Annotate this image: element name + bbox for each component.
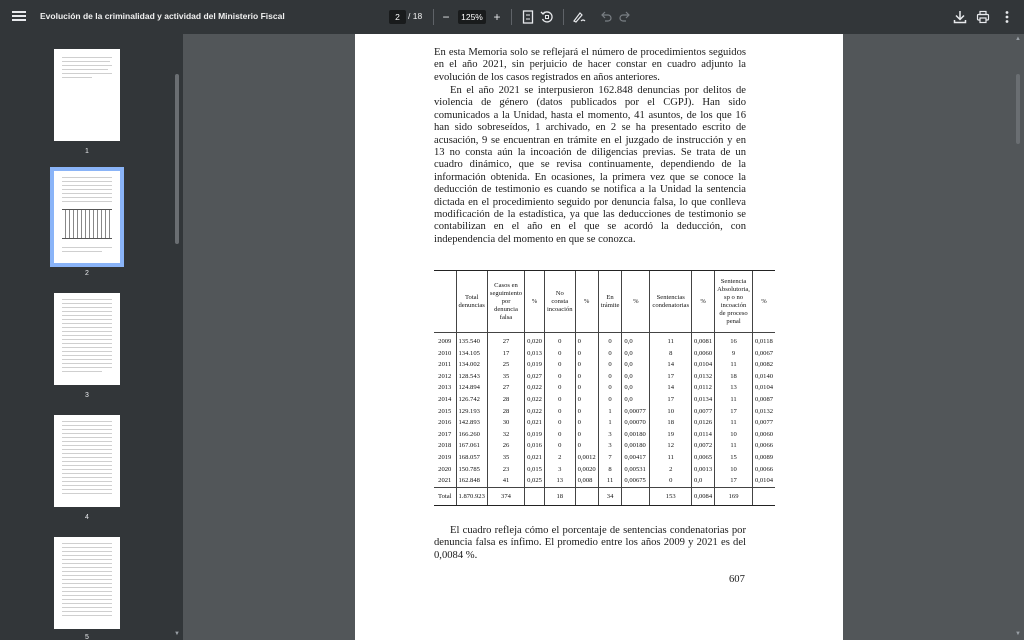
- thumbnail-label: 4: [85, 514, 89, 521]
- table-cell: 0,0087: [752, 394, 775, 406]
- table-header: %: [752, 271, 775, 333]
- table-cell: 2015: [438, 407, 452, 415]
- table-cell: 0,0060: [692, 348, 715, 360]
- thumbnail-label: 3: [85, 392, 89, 399]
- table-cell: 9: [715, 348, 753, 360]
- more-options-icon[interactable]: [998, 8, 1016, 26]
- table-cell: 0,0104: [692, 359, 715, 371]
- document-viewport: [183, 34, 1024, 640]
- table-cell: 169: [715, 487, 753, 505]
- table-row: [434, 464, 775, 476]
- table-cell: 0,0077: [692, 406, 715, 418]
- table-cell: 0,0: [692, 475, 715, 487]
- table-cell: 0,0: [622, 359, 650, 371]
- table-row: [434, 333, 775, 348]
- table-cell: 0: [575, 382, 598, 394]
- table-cell: 0,0134: [692, 394, 715, 406]
- table-cell: 0: [544, 394, 575, 406]
- table-cell: 17: [487, 348, 524, 360]
- table-cell: 14: [650, 382, 692, 394]
- table-cell: 35: [487, 371, 524, 383]
- table-cell: 0,0: [622, 348, 650, 360]
- table-cell: 0: [575, 348, 598, 360]
- table-cell: 11: [715, 440, 753, 452]
- table-cell: 27: [487, 333, 524, 348]
- table-cell: 34: [598, 487, 622, 505]
- redo-icon[interactable]: [616, 8, 634, 26]
- rotate-icon[interactable]: [538, 8, 556, 26]
- table-cell: 8: [650, 348, 692, 360]
- table-cell: 0,022: [525, 394, 545, 406]
- table-cell: 0,0140: [752, 371, 775, 383]
- table-cell: 0: [575, 440, 598, 452]
- table-cell: 23: [487, 464, 524, 476]
- table-row: [434, 417, 775, 429]
- table-cell: 124.894: [456, 382, 487, 394]
- thumbnail-page-2[interactable]: [54, 171, 120, 263]
- table-cell: 28: [487, 394, 524, 406]
- table-cell: 13: [715, 382, 753, 394]
- table-cell: 150.785: [456, 464, 487, 476]
- table-cell: 0,0104: [752, 382, 775, 394]
- table-cell: 19: [650, 429, 692, 441]
- thumbnail-label: 1: [85, 148, 89, 155]
- thumbnail-page-5[interactable]: [54, 537, 120, 629]
- table-cell: 0,0081: [692, 333, 715, 348]
- table-total-row: [434, 487, 775, 505]
- table-cell: 7: [598, 452, 622, 464]
- table-header: En trámite: [598, 271, 622, 333]
- table-cell: 17: [715, 475, 753, 487]
- table-cell: 0: [575, 429, 598, 441]
- table-row: [434, 406, 775, 418]
- pdf-page: [355, 34, 843, 640]
- table-cell: 0,0132: [692, 371, 715, 383]
- table-cell: 0,0: [622, 333, 650, 348]
- page-total: / 18: [408, 11, 423, 21]
- table-cell: 153: [650, 487, 692, 505]
- scroll-up-icon[interactable]: ▲: [1015, 36, 1021, 42]
- table-cell: 0,020: [525, 333, 545, 348]
- table-cell: 0,00675: [622, 475, 650, 487]
- table-cell: 0: [544, 333, 575, 348]
- main-scrollbar[interactable]: [1016, 74, 1020, 144]
- table-cell: 17: [650, 394, 692, 406]
- table-cell: 0: [598, 394, 622, 406]
- table-cell: 11: [715, 359, 753, 371]
- annotate-icon[interactable]: [570, 8, 588, 26]
- table-cell: 0,0: [622, 394, 650, 406]
- table-cell: 0,013: [525, 348, 545, 360]
- print-icon[interactable]: [974, 8, 992, 26]
- thumbnail-sidebar: [0, 34, 183, 640]
- table-cell: 32: [487, 429, 524, 441]
- table-cell: 126.742: [456, 394, 487, 406]
- table-cell: 2016: [438, 419, 452, 427]
- table-cell: [575, 487, 598, 505]
- table-cell: 15: [715, 452, 753, 464]
- table-header: %: [575, 271, 598, 333]
- table-cell: 0,00070: [622, 417, 650, 429]
- table-cell: 18: [650, 417, 692, 429]
- table-cell: [622, 487, 650, 505]
- table-cell: 0: [544, 406, 575, 418]
- table-cell: 14: [650, 359, 692, 371]
- table-cell: 0,019: [525, 359, 545, 371]
- table-cell: 135.540: [456, 333, 487, 348]
- table-cell: 2012: [438, 372, 452, 380]
- table-cell: 142.893: [456, 417, 487, 429]
- table-cell: 12: [650, 440, 692, 452]
- table-cell: 0,0132: [752, 406, 775, 418]
- table-header: %: [692, 271, 715, 333]
- table-cell: 3: [598, 440, 622, 452]
- table-cell: 0,00417: [622, 452, 650, 464]
- table-cell: 2010: [438, 349, 452, 357]
- table-cell: 0,0012: [575, 452, 598, 464]
- toolbar-divider: [511, 9, 512, 25]
- table-cell: 0: [598, 348, 622, 360]
- table-cell: 41: [487, 475, 524, 487]
- table-cell: 8: [598, 464, 622, 476]
- table-cell: 0,022: [525, 406, 545, 418]
- page-number: 607: [729, 574, 745, 585]
- table-cell: 2014: [438, 395, 452, 403]
- zoom-in-button[interactable]: +: [493, 10, 501, 24]
- table-cell: 0,00180: [622, 440, 650, 452]
- table-cell: 0: [650, 475, 692, 487]
- menu-icon[interactable]: [12, 9, 26, 25]
- table-cell: 2019: [438, 453, 452, 461]
- table-cell: 2009: [438, 338, 452, 345]
- table-cell: 3: [598, 429, 622, 441]
- table-cell: 26: [487, 440, 524, 452]
- thumbnail-page-3[interactable]: [54, 293, 120, 385]
- table-cell: 0,0020: [575, 464, 598, 476]
- data-table: [434, 270, 775, 506]
- table-cell: 0: [575, 394, 598, 406]
- table-cell: 128.543: [456, 371, 487, 383]
- table-cell: 167.061: [456, 440, 487, 452]
- table-cell: 0: [598, 359, 622, 371]
- table-cell: 11: [715, 394, 753, 406]
- table-cell: 0,0065: [692, 452, 715, 464]
- undo-icon[interactable]: [597, 8, 615, 26]
- table-cell: 0,0077: [752, 417, 775, 429]
- table-header: Sentencia Absolutoria, sp o no incoación de proceso penal: [715, 271, 753, 333]
- table-cell: 0: [544, 348, 575, 360]
- table-row: [434, 475, 775, 487]
- table-cell: 0,0066: [752, 440, 775, 452]
- table-cell: 134.002: [456, 359, 487, 371]
- table-cell: 0,00531: [622, 464, 650, 476]
- table-cell: 0,0114: [692, 429, 715, 441]
- table-cell: Total: [434, 487, 456, 505]
- table-cell: 0: [544, 429, 575, 441]
- table-cell: 129.193: [456, 406, 487, 418]
- document-title: Evolución de la criminalidad y actividad del Ministerio Fiscal: [40, 11, 285, 21]
- table-cell: 0: [598, 371, 622, 383]
- table-cell: 374: [487, 487, 524, 505]
- table-cell: 0,019: [525, 429, 545, 441]
- scroll-down-icon[interactable]: ▼: [1015, 631, 1021, 637]
- table-cell: [752, 487, 775, 505]
- table-cell: 0,025: [525, 475, 545, 487]
- table-cell: 0: [575, 371, 598, 383]
- table-cell: 0,0072: [692, 440, 715, 452]
- table-row: [434, 348, 775, 360]
- table-cell: 1.870.923: [456, 487, 487, 505]
- table-row: [434, 440, 775, 452]
- zoom-input[interactable]: 125%: [458, 10, 486, 24]
- table-cell: 2: [650, 464, 692, 476]
- table-cell: 0: [544, 371, 575, 383]
- thumbnail-page-1[interactable]: [54, 49, 120, 141]
- table-cell: 11: [650, 452, 692, 464]
- table-header: %: [525, 271, 545, 333]
- sidebar-scrollbar[interactable]: [175, 74, 179, 244]
- table-cell: 0: [598, 382, 622, 394]
- table-cell: 10: [715, 429, 753, 441]
- thumbnail-label: 5: [85, 634, 89, 640]
- table-cell: 0,00077: [622, 406, 650, 418]
- table-header: Total denuncias: [456, 271, 487, 333]
- table-cell: 0: [544, 359, 575, 371]
- table-header: No consta incoación: [544, 271, 575, 333]
- table-cell: 16: [715, 333, 753, 348]
- table-cell: 0,008: [575, 475, 598, 487]
- table-cell: 18: [715, 371, 753, 383]
- table-cell: 25: [487, 359, 524, 371]
- table-cell: 0: [544, 417, 575, 429]
- table-cell: 28: [487, 406, 524, 418]
- table-cell: 0,00180: [622, 429, 650, 441]
- table-row: [434, 429, 775, 441]
- zoom-out-button[interactable]: −: [442, 10, 450, 24]
- page-number-input[interactable]: 2: [389, 10, 406, 24]
- table-cell: 0,0118: [752, 333, 775, 348]
- table-cell: 0,016: [525, 440, 545, 452]
- table-row: [434, 382, 775, 394]
- table-row: [434, 359, 775, 371]
- table-cell: 2011: [438, 361, 452, 369]
- thumbnail-label: 2: [85, 270, 89, 277]
- table-cell: 0,0126: [692, 417, 715, 429]
- table-cell: 0: [575, 406, 598, 418]
- table-cell: 0,0013: [692, 464, 715, 476]
- download-icon[interactable]: [951, 8, 969, 26]
- paragraph: El cuadro refleja cómo el porcentaje de sentencias condenatorias por denuncia falsa es ínfimo. El promedio entre los años 2009 y 2021 es del 0,0084 %.: [434, 525, 746, 561]
- table-cell: 2020: [438, 465, 452, 473]
- table-cell: 0,021: [525, 417, 545, 429]
- table-cell: 0,0066: [752, 464, 775, 476]
- table-cell: 0: [544, 382, 575, 394]
- table-row: [434, 394, 775, 406]
- thumbnail-page-4[interactable]: [54, 415, 120, 507]
- table-cell: 0: [598, 333, 622, 348]
- table-cell: 2: [544, 452, 575, 464]
- table-header: %: [622, 271, 650, 333]
- sidebar-scroll-down-icon[interactable]: ▼: [174, 631, 180, 637]
- table-cell: 10: [650, 406, 692, 418]
- table-cell: 11: [598, 475, 622, 487]
- table-cell: 17: [715, 406, 753, 418]
- table-cell: 0,0104: [752, 475, 775, 487]
- table-cell: 11: [650, 333, 692, 348]
- table-cell: 0,015: [525, 464, 545, 476]
- table-cell: 27: [487, 382, 524, 394]
- table-cell: 3: [544, 464, 575, 476]
- table-cell: 0,0: [622, 382, 650, 394]
- table-cell: 0: [575, 333, 598, 348]
- table-cell: 0,0084: [692, 487, 715, 505]
- table-cell: 168.057: [456, 452, 487, 464]
- table-cell: 2021: [438, 477, 452, 485]
- table-cell: 2017: [438, 430, 452, 438]
- table-header: Sentencias condenatorias: [650, 271, 692, 333]
- table-cell: 35: [487, 452, 524, 464]
- table-cell: 30: [487, 417, 524, 429]
- table-cell: 0: [575, 359, 598, 371]
- table-cell: [525, 487, 545, 505]
- toolbar-divider: [563, 9, 564, 25]
- pdf-toolbar: [0, 0, 1024, 34]
- table-cell: 0,0082: [752, 359, 775, 371]
- paragraph: En esta Memoria solo se reflejará el número de procedimientos seguidos en el año 2021, sin perjuicio de hacer constar en cuadro adjunto la evolución de los casos registrados en años anteriores.: [434, 47, 746, 83]
- table-row: [434, 452, 775, 464]
- table-cell: 0,021: [525, 452, 545, 464]
- table-cell: 0: [575, 417, 598, 429]
- table-cell: 0,0089: [752, 452, 775, 464]
- table-header: Casos en seguimiento por denuncia falsa: [487, 271, 524, 333]
- table-cell: 0,0: [622, 371, 650, 383]
- paragraph: En el año 2021 se interpusieron 162.848 denuncias por delitos de violencia de género (datos publicados por el CGPJ). Han sido comunicados a la Unidad, hasta el momento, 41 asuntos, de los que 16 han sido sobreseídos, 1 archivado, en 2 se ha presentado escrito de acusación, 9 se encuentran en trámite en el juzgado de instrucción y en 13 no consta aún la incoación de diligencias previas. Se trata de un cuadro dinámico, que se revisa continuamente, dependiendo de la información obtenida. En ocasiones, la primera vez que se conoce la deducción de testimonio es cuando se notifica a la Unidad la sentencia dictada en el procedimiento seguido por denuncia falsa, lo que conlleva modificación de la estadística, ya que las deducciones de testimonio se contabilizan en el año en el que se acordó la deducción, con independencia del momento en que se conozca.: [434, 85, 746, 245]
- table-cell: 17: [650, 371, 692, 383]
- table-cell: 10: [715, 464, 753, 476]
- table-cell: 0,0060: [752, 429, 775, 441]
- fit-page-icon[interactable]: [519, 8, 537, 26]
- table-cell: 0,022: [525, 382, 545, 394]
- table-cell: 1: [598, 406, 622, 418]
- table-header: [434, 271, 456, 333]
- table-cell: 18: [544, 487, 575, 505]
- table-cell: 0,027: [525, 371, 545, 383]
- table-cell: 11: [715, 417, 753, 429]
- table-cell: 0,0112: [692, 382, 715, 394]
- table-header-row: [434, 271, 775, 333]
- table-cell: 2013: [438, 384, 452, 392]
- table-cell: 1: [598, 417, 622, 429]
- table-cell: 0,0067: [752, 348, 775, 360]
- table-cell: 134.105: [456, 348, 487, 360]
- table-cell: 166.260: [456, 429, 487, 441]
- table-cell: 13: [544, 475, 575, 487]
- table-cell: 0: [544, 440, 575, 452]
- table-row: [434, 371, 775, 383]
- table-cell: 162.848: [456, 475, 487, 487]
- toolbar-divider: [433, 9, 434, 25]
- table-cell: 2018: [438, 442, 452, 450]
